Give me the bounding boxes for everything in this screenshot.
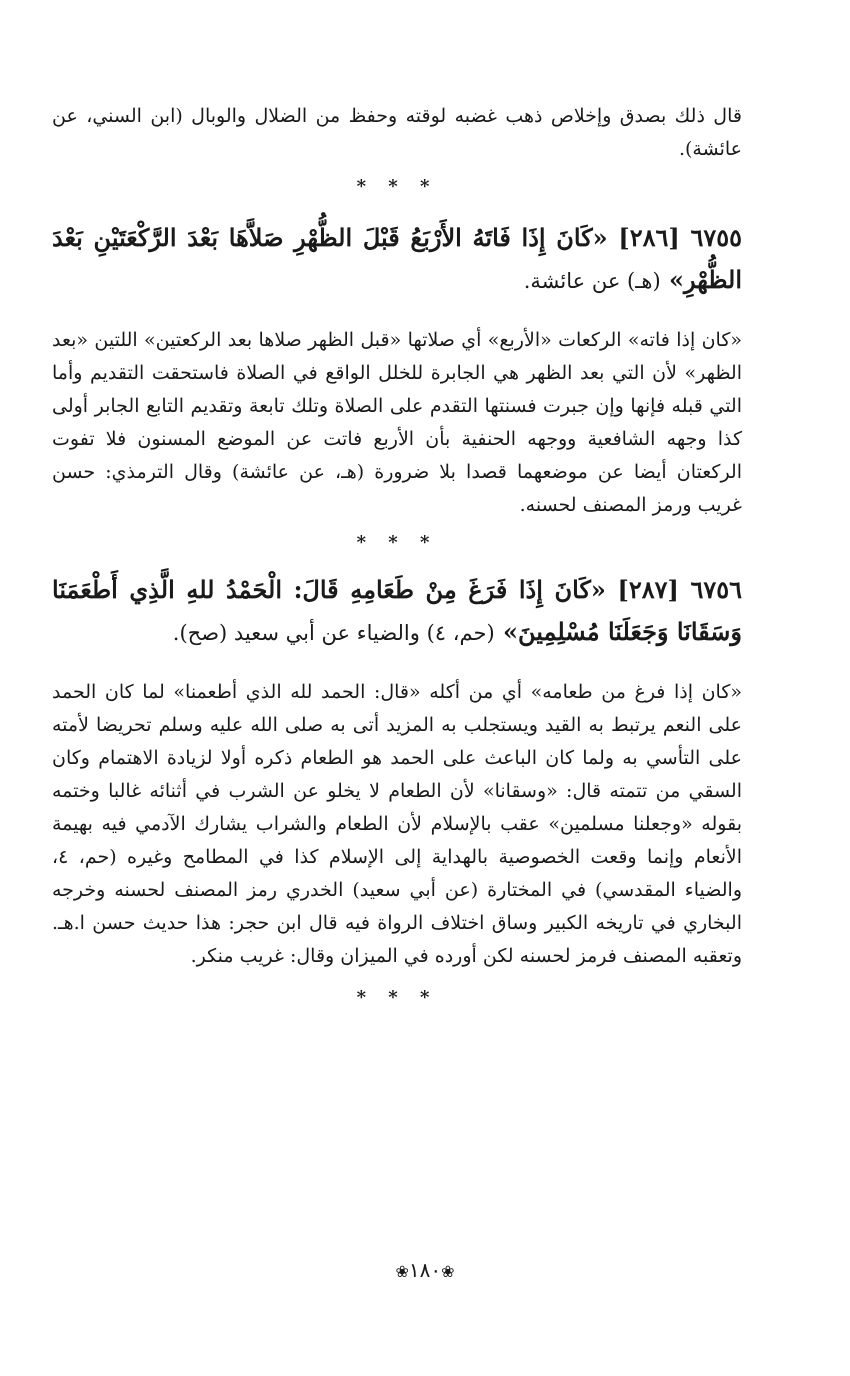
commentary-paragraph: «كان إذا فاته» الركعات «الأربع» أي صلاتها «قبل الظهر صلاها بعد الركعتين» اللتين «بعد الظهر» لأن التي بعد الظهر هي الجابرة للخلل الواقع في الصلاة فاستحقت التقديم وأما التي قبله فإنها وإن جبرت فسنتها التقدم على الصلاة وتلك تابعة وتقديم التابع الجابر أولى كذا وجهه الشافعية ووجهه الحنفية بأن الأربع فاتت عن الموضع المسنون فلا تفوت الركعتان أيضا عن موضعهما قصدا بلا ضرورة (هـ، عن عائشة) وقال الترمذي: حسن غريب ورمز المصنف لحسنه. <box>52 329 742 516</box>
separator-stars: * * * <box>356 987 438 1008</box>
page-number-value: ١٨٠ <box>408 1258 442 1282</box>
separator-stars: * * * <box>356 176 438 197</box>
separator-stars: * * * <box>356 532 438 553</box>
page-number <box>0 1258 850 1282</box>
hadith-text <box>52 569 742 654</box>
ornament-icon: ❀ <box>395 1262 409 1281</box>
hadith-text <box>52 217 742 302</box>
ornament-icon: ❀ <box>441 1262 455 1281</box>
hadith-matn: ٦٧٥٦ [٢٨٧] «كَانَ إِذَا فَرَغَ مِنْ طَعَامِهِ قَالَ: الْحَمْدُ للهِ الَّذِي أَطْعَمَنَا وَسَقَانَا وَجَعَلَنَا مُسْلِمِينَ» <box>52 575 742 646</box>
hadith-matn: ٦٧٥٥ [٢٨٦] «كَانَ إِذَا فَاتَهُ الأَرْبَعُ قَبْلَ الظُّهْرِ صَلاَّهَا بَعْدَ الرَّكْعَتَيْنِ بَعْدَ الظُّهْرِ» <box>52 223 742 294</box>
intro-paragraph: قال ذلك بصدق وإخلاص ذهب غضبه لوقته وحفظ من الضلال والوبال (ابن السني، عن عائشة). <box>52 105 742 160</box>
page-body <box>52 100 742 1008</box>
hadith-source: (حم، ٤) والضياء عن أبي سعيد (صح). <box>172 621 495 645</box>
hadith-source: (هـ) عن عائشة. <box>523 269 661 293</box>
commentary-paragraph: «كان إذا فرغ من طعامه» أي من أكله «قال: الحمد لله الذي أطعمنا» لما كان الحمد على النعم يرتبط به القيد ويستجلب به المزيد أتى به صلى الله عليه وسلم تحريضا لأمته على التأسي به ولما كان الباعث على الحمد هو الطعام ذكره أولا لزيادة الاهتمام وكان السقي من تتمته قال: «وسقانا» لأن الطعام لا يخلو عن الشرب في أثنائه غالبا وختمه بقوله «وجعلنا مسلمين» عقب بالإسلام لأن الطعام والشراب يشارك الآدمي فيه بهيمة الأنعام وإنما وقعت الخصوصية بالهداية إلى الإسلام كذا في المطامح وغيره (حم، ٤، والضياء المقدسي) في المختارة (عن أبي سعيد) الخدري رمز المصنف لحسنه وخرجه البخاري في تاريخه الكبير وساق اختلاف الرواة فيه قال ابن حجر: هذا حديث حسن ا.هـ. وتعقبه المصنف فرمز لحسنه لكن أورده في الميزان وقال: غريب منكر. <box>52 681 742 967</box>
